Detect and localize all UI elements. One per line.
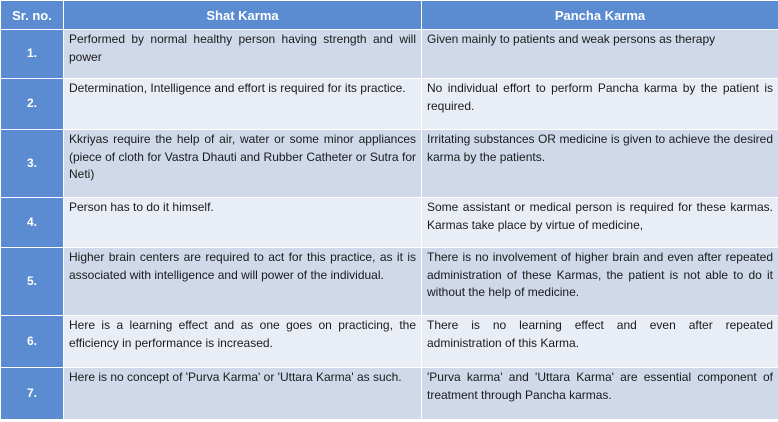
sr-no-cell: 7. bbox=[1, 368, 64, 420]
shat-karma-cell: Here is no concept of 'Purva Karma' or 'Uttara Karma' as such. bbox=[64, 368, 422, 420]
sr-no-cell: 4. bbox=[1, 198, 64, 248]
table-row bbox=[1, 248, 778, 316]
sr-no-cell: 5. bbox=[1, 248, 64, 316]
pancha-karma-cell: There is no involvement of higher brain and even after repeated administration of these Karmas, the patient is not able to do it without the help of medicine. bbox=[422, 248, 778, 316]
pancha-karma-cell: Irritating substances OR medicine is given to achieve the desired karma by the patients. bbox=[422, 130, 778, 198]
table-row bbox=[1, 130, 778, 198]
pancha-karma-cell: There is no learning effect and even after repeated administration of this Karma. bbox=[422, 316, 778, 368]
table-row bbox=[1, 79, 778, 130]
shat-karma-cell: Higher brain centers are required to act for this practice, as it is associated with intelligence and will power of the individual. bbox=[64, 248, 422, 316]
shat-karma-cell: Kkriyas require the help of air, water or some minor appliances (piece of cloth for Vastra Dhauti and Rubber Catheter or Sutra for Neti) bbox=[64, 130, 422, 198]
table-row bbox=[1, 30, 778, 79]
header-pancha-karma: Pancha Karma bbox=[422, 1, 778, 30]
pancha-karma-cell: Some assistant or medical person is required for these karmas. Karmas take place by virtue of medicine, bbox=[422, 198, 778, 248]
shat-karma-cell: Here is a learning effect and as one goes on practicing, the efficiency in performance is increased. bbox=[64, 316, 422, 368]
table-row bbox=[1, 368, 778, 420]
sr-no-cell: 1. bbox=[1, 30, 64, 79]
sr-no-cell: 6. bbox=[1, 316, 64, 368]
header-sr-no: Sr. no. bbox=[1, 1, 64, 30]
pancha-karma-cell: 'Purva karma' and 'Uttara Karma' are essential component of treatment through Pancha karmas. bbox=[422, 368, 778, 420]
table-row bbox=[1, 316, 778, 368]
shat-karma-cell: Person has to do it himself. bbox=[64, 198, 422, 248]
pancha-karma-cell: Given mainly to patients and weak persons as therapy bbox=[422, 30, 778, 79]
pancha-karma-cell: No individual effort to perform Pancha karma by the patient is required. bbox=[422, 79, 778, 130]
header-shat-karma: Shat Karma bbox=[64, 1, 422, 30]
header-row bbox=[1, 1, 778, 30]
table-row bbox=[1, 198, 778, 248]
sr-no-cell: 2. bbox=[1, 79, 64, 130]
sr-no-cell: 3. bbox=[1, 130, 64, 198]
shat-karma-cell: Determination, Intelligence and effort is required for its practice. bbox=[64, 79, 422, 130]
shat-karma-cell: Performed by normal healthy person having strength and will power bbox=[64, 30, 422, 79]
